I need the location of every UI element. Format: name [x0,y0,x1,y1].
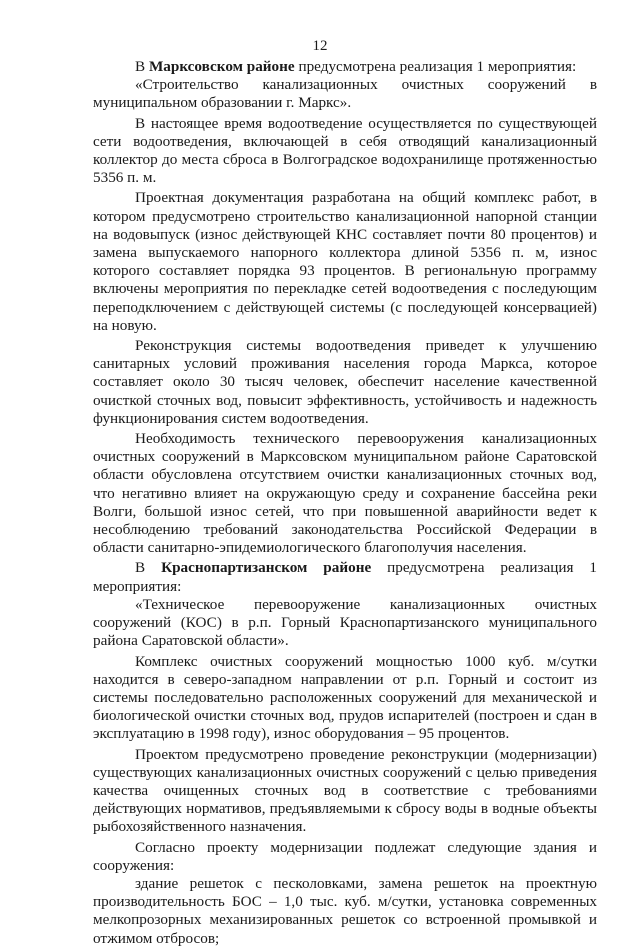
district-name-krasnopartizansk: Краснопартизанском районе [161,559,372,577]
paragraph-suffix: предусмотрена реализация 1 мероприятия: [294,58,577,75]
paragraph-buildings-intro: Согласно проекту модернизации подлежат следующие здания и сооружения: [93,838,597,874]
paragraph-modernization-goal: Проектом предусмотрено проведение реконструкции (модернизации) существующих канализационных очистных сооружений с целью приведения качества очищенных сточных вод в соответствие с требованиями действующих нормативов, предъявляемыми к сбросу воды в водные объекты рыбохозяйственного назначения. [93,745,597,836]
paragraph-prefix: В [135,58,149,75]
paragraph-suffix: предусмотрена реализация 1 мероприятия: [93,559,597,595]
paragraph-marks-measure: «Строительство канализационных очистных сооружений в муниципальном образовании г. Маркс». [93,76,597,112]
paragraph-reconstruction-effects: Реконструкция системы водоотведения приведет к улучшению санитарных условий проживания населения города Маркса, которое составляет около 30 тысяч человек, обеспечит население качественной очисткой сточных вод, повысит эффективность, устойчивость и надежность функционирования систем водоотведения. [93,337,597,427]
document-body [93,58,597,948]
paragraph-treatment-complex: Комплекс очистных сооружений мощностью 1000 куб. м/сутки находится в северо-западном направлении от р.п. Горный и состоит из системы последовательно расположенных сооружений для механической и биологической очистки сточных вод, прудов испарителей (построен и сдан в эксплуатацию в 1998 году), износ оборудования – 95 процентов. [93,652,597,743]
paragraph-necessity: Необходимость технического перевооружения канализационных очистных сооружений в Марксовском муниципальном районе Саратовской области обусловлена отсутствием очистки канализационных сточных вод, что негативно влияет на окружающую среду и сохранение бассейна реки Волги, большой износ сетей, что при повышенной аварийности ведет к несоблюдению требований законодательства Российской Федерации в области санитарно-эпидемиологического благополучия населения. [93,430,597,557]
paragraph-current-drainage: В настоящее время водоотведение осуществляется по существующей сети водоотведения, включающей в себя отводящий канализационный коллектор до места сброса в Волгоградское водохранилище протяженностью 5356 п. м. [93,114,597,187]
paragraph-krasnopartizansk-measure: «Техническое перевооружение канализационных очистных сооружений (КОС) в р.п. Горный Краснопартизанского муниципального района Саратовской области». [93,595,597,650]
page-number: 12 [312,38,328,54]
paragraph-screen-building: здание решеток с песколовками, замена решеток на проектную производительность БОС – 1,0 тыс. куб. м/сутки, установка современных мелкопрозорных механизированных решеток со встроенной промывкой и отжимом отбросов; [93,874,597,947]
paragraph-prefix: В [135,559,162,577]
district-name-marks: Марксовском районе [148,58,295,75]
paragraph-project-documentation: Проектная документация разработана на общий комплекс работ, в котором предусмотрено строительство канализационной напорной станции на водовыпуск (износ действующей КНС составляет почти 80 процентов) и замена выпускаемого напорного коллектора длиной 5356 п. м, износ которого составляет порядка 93 процентов. В региональную программу включены мероприятия по перекладке сетей водоотведения с последующим переподключением с действующей системы (с последующей консервацией) на новую. [93,189,597,334]
paragraph-marks-district-intro [93,58,597,76]
paragraph-krasnopartizansk-district-intro [93,559,597,595]
